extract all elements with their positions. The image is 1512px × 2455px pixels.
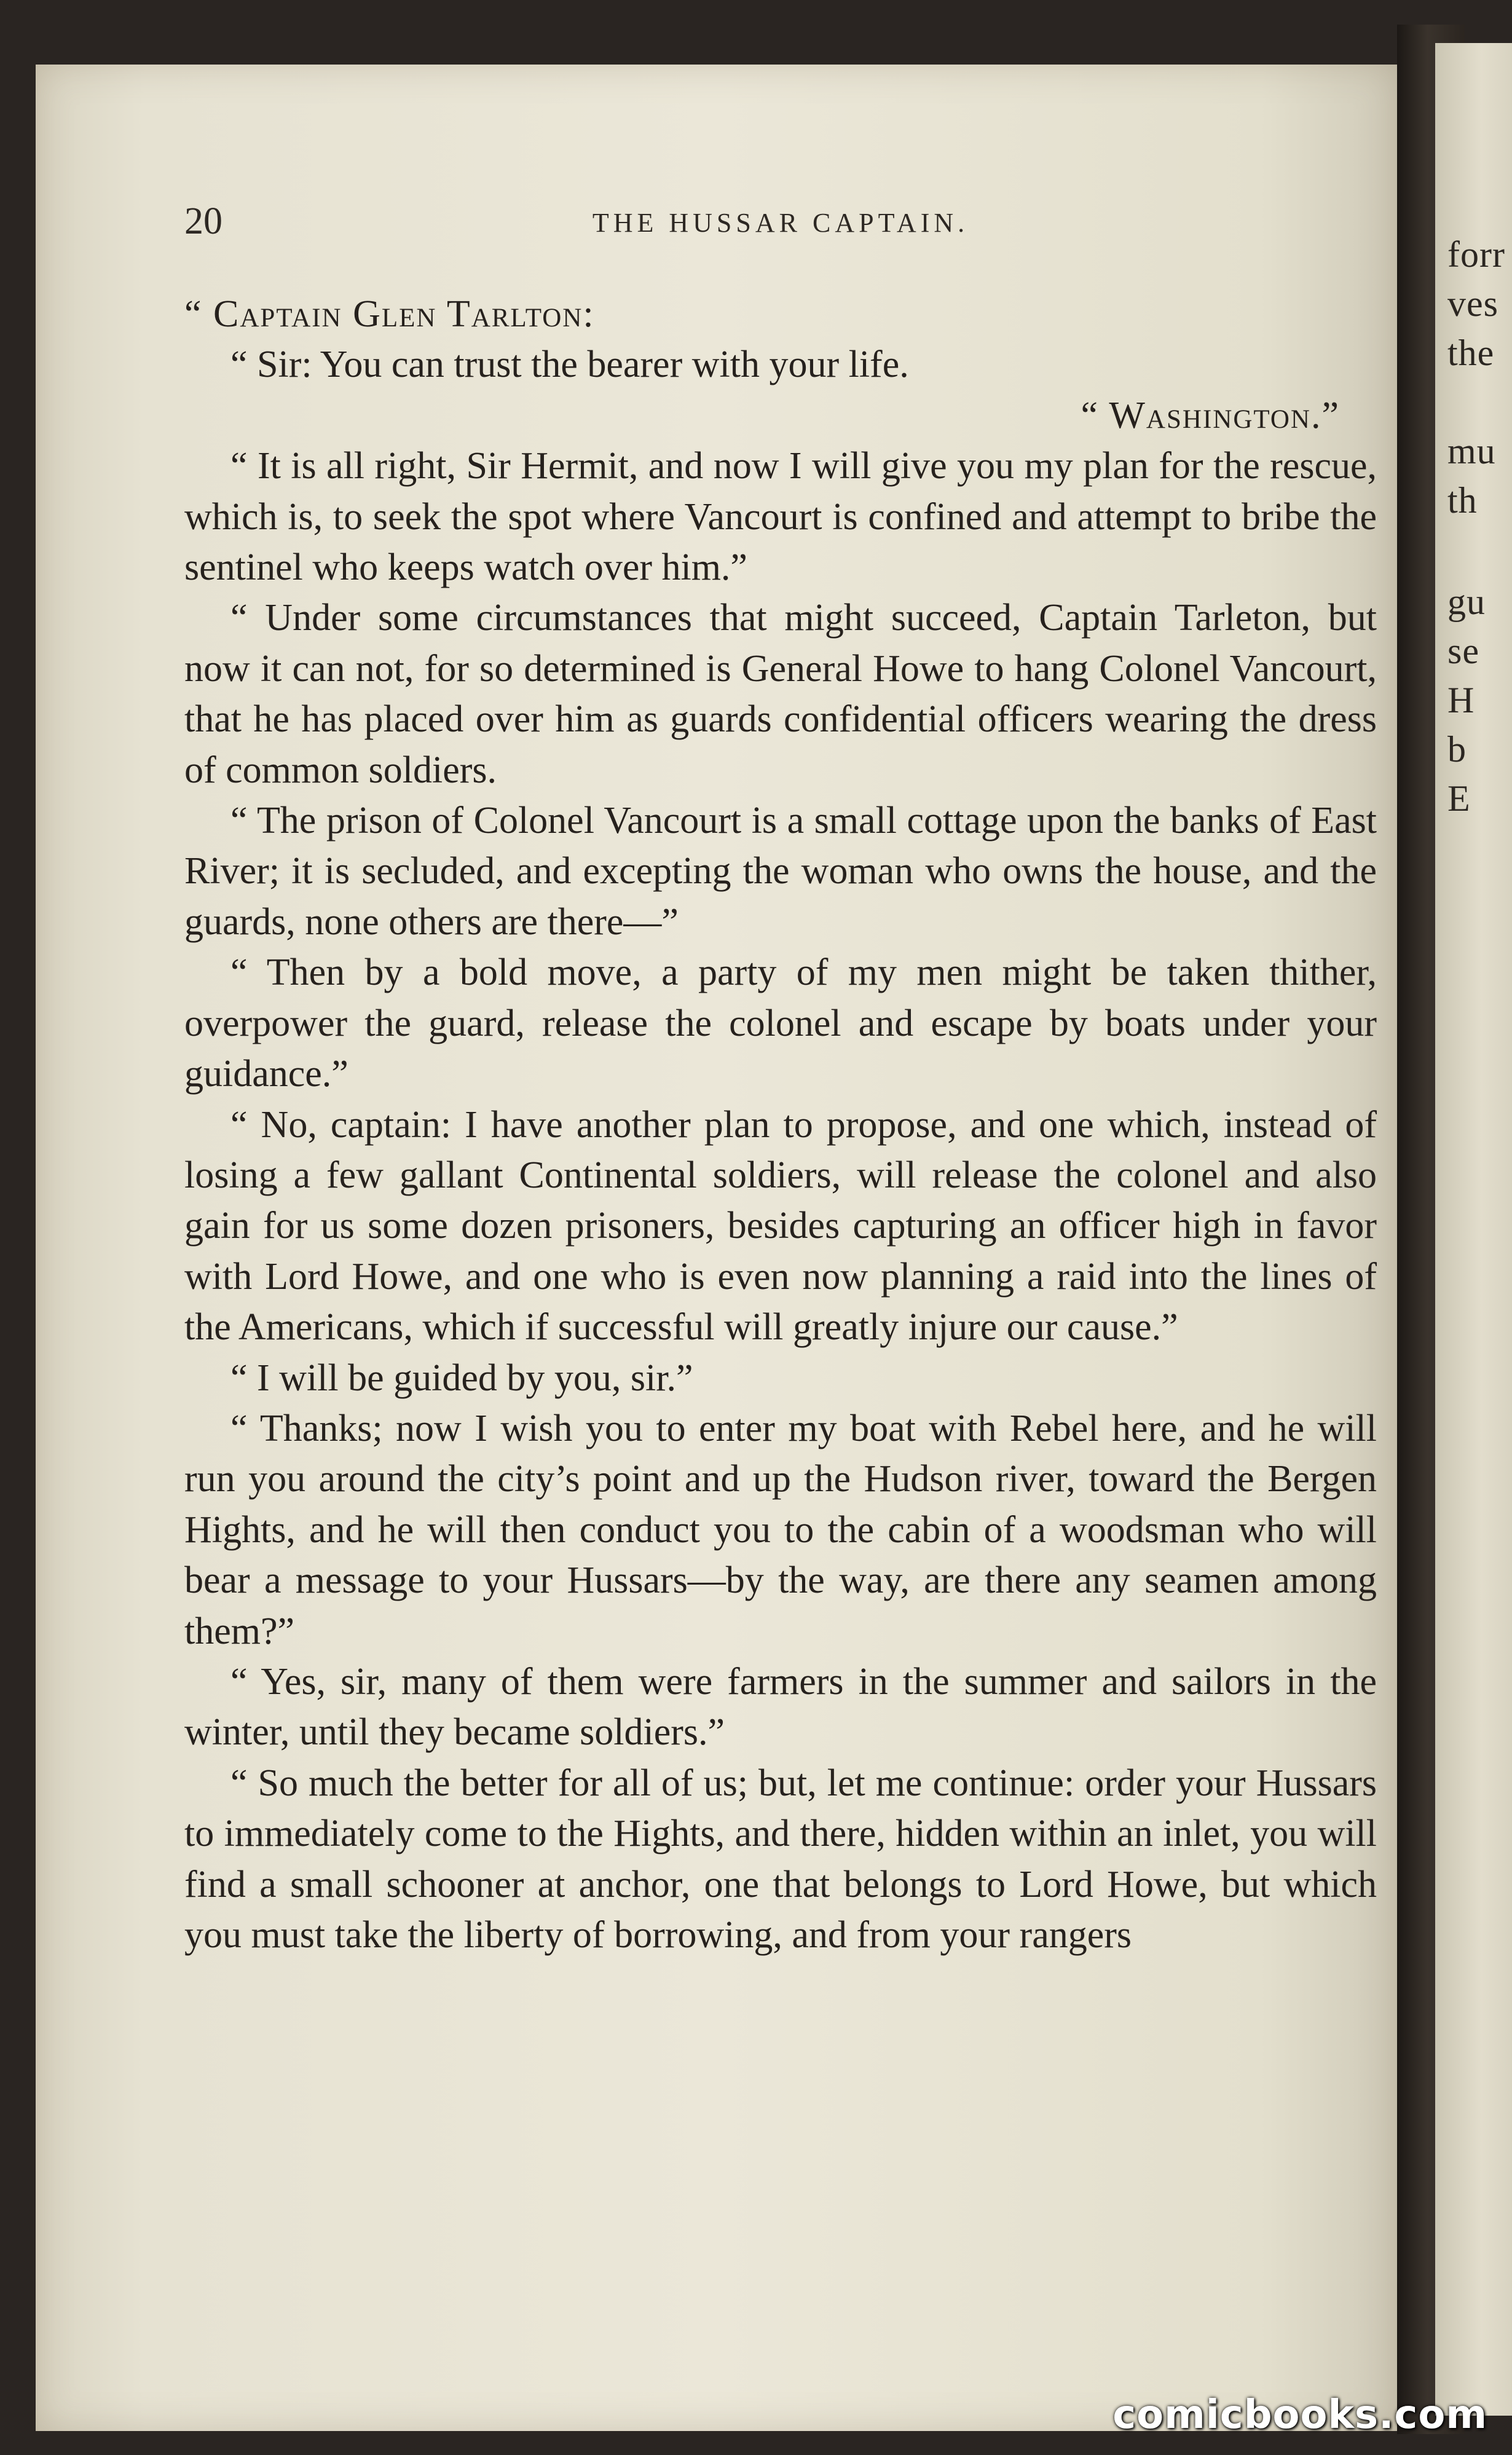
adjacent-fragment: b [1447,729,1467,770]
letter-signature: “ Washington.” [1081,394,1340,436]
body-text [184,289,1377,1960]
adjacent-fragment: gu [1447,581,1486,622]
paragraph: “ So much the better for all of us; but, let me continue: order your Hussars to immediately come to the Hights, and there, hidden within an inlet, you will find a small schooner at anchor, one that belongs to Lord Howe, but which you must take the liberty of borrowing, and from your rangers [184,1762,1377,1956]
adjacent-fragment: se [1447,631,1479,671]
letter-body: “ Sir: You can trust the bearer with your life. [230,344,909,386]
paragraph: “ Then by a bold move, a party of my men might be taken thither, overpower the guard, release the colonel and escape by boats under your guidance.” [184,952,1377,1095]
page-header [184,200,1377,249]
page-number: 20 [184,200,222,242]
adjacent-fragment: the [1447,333,1495,373]
adjacent-fragment: forr [1447,234,1505,275]
adjacent-fragment: H [1447,680,1475,720]
adjacent-fragment: E [1447,778,1471,819]
running-title: THE HUSSAR CAPTAIN. [592,208,969,238]
paragraph: “ The prison of Colonel Vancourt is a small cottage upon the banks of East River; it is secluded, and excepting the woman who owns the house, and the guards, none others are there—” [184,800,1377,943]
paragraph: “ No, captain: I have another plan to propose, and one which, instead of losing a few gallant Continental soldiers, will release the colonel and also gain for us some dozen prisoners, besides capturing an officer high in favor with Lord Howe, and one who is even now planning a raid into the lines of the Americans, which if successful will greatly injure our cause.” [184,1103,1377,1349]
adjacent-page [1435,43,1512,2416]
paragraph: “ Under some circumstances that might succeed, Captain Tarleton, but now it can not, for so determined is General Howe to hang Colonel Vancourt, that he has placed over him as guards confidential officers wearing the dress of common soldiers. [184,597,1377,791]
paragraph: “ I will be guided by you, sir.” [230,1357,693,1399]
paragraph: “ Yes, sir, many of them were farmers in the summer and sailors in the winter, until they became soldiers.” [184,1660,1377,1754]
paragraph: “ It is all right, Sir Hermit, and now I will give you my plan for the rescue, which is, to seek the spot where Vancourt is confined and attempt to bribe the sentinel who keeps watch over him.” [184,445,1377,589]
paragraph: “ Thanks; now I wish you to enter my boat with Rebel here, and he will run you around the city’s point and up the Hudson river, toward the Bergen Hights, and he will then conduct you to the cabin of a woodsman who will bear a message to your Hussars—by the way, are there any seamen among them?” [184,1407,1377,1652]
adjacent-fragment: ves [1447,283,1498,324]
letter-addressee: “ Captain Glen Tarlton: [184,293,595,335]
adjacent-fragment: mu [1447,431,1496,471]
site-watermark: comicbooks.com [1112,2392,1487,2438]
adjacent-fragment: th [1447,480,1478,521]
